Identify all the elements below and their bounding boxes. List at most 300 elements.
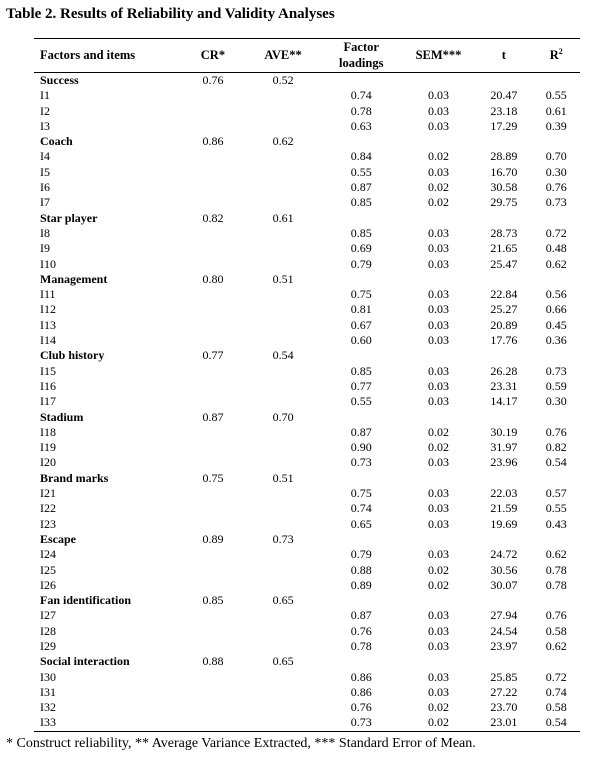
r2-value: 0.76 — [545, 608, 567, 623]
empty-cell — [402, 134, 475, 149]
empty-cell — [180, 394, 245, 409]
sem-value: 0.03 — [428, 501, 450, 516]
factor-row — [34, 410, 580, 425]
t-value: 29.75 — [490, 195, 518, 210]
empty-cell — [402, 211, 475, 226]
empty-cell — [475, 134, 532, 149]
loading-value: 0.74 — [350, 88, 372, 103]
t-value: 23.01 — [490, 715, 518, 730]
empty-cell — [245, 379, 320, 394]
factor-name: Star player — [40, 210, 98, 225]
item-label: I24 — [40, 547, 56, 562]
r2-value: 0.76 — [545, 424, 567, 439]
item-row — [34, 226, 580, 241]
item-row — [34, 257, 580, 272]
empty-cell — [402, 73, 475, 89]
empty-cell — [180, 195, 245, 210]
empty-cell — [245, 226, 320, 241]
item-row — [34, 241, 580, 256]
item-label: I31 — [40, 684, 56, 699]
t-value: 21.59 — [490, 501, 518, 516]
t-value: 26.28 — [490, 363, 518, 378]
item-row — [34, 88, 580, 103]
empty-cell — [180, 547, 245, 562]
t-value: 23.97 — [490, 638, 518, 653]
cr-value: 0.80 — [202, 271, 224, 286]
sem-value: 0.03 — [428, 88, 450, 103]
factor-row — [34, 654, 580, 669]
r2-value: 0.56 — [545, 287, 567, 302]
loading-value: 0.74 — [350, 501, 372, 516]
loading-value: 0.75 — [350, 486, 372, 501]
r2-value: 0.73 — [545, 363, 567, 378]
empty-cell — [180, 104, 245, 119]
t-value: 23.18 — [490, 103, 518, 118]
t-value: 17.76 — [490, 333, 518, 348]
sem-value: 0.03 — [428, 516, 450, 531]
header-loadings: Factor loadings — [339, 40, 384, 70]
item-label: I21 — [40, 486, 56, 501]
item-label: I13 — [40, 317, 56, 332]
t-value: 17.29 — [490, 118, 518, 133]
r2-value: 0.66 — [545, 302, 567, 317]
sem-value: 0.02 — [428, 440, 450, 455]
sem-value: 0.03 — [428, 317, 450, 332]
r2-value: 0.74 — [545, 684, 567, 699]
t-value: 22.84 — [490, 287, 518, 302]
r2-value: 0.78 — [545, 562, 567, 577]
loading-value: 0.86 — [350, 669, 372, 684]
loading-value: 0.63 — [350, 118, 372, 133]
loading-value: 0.78 — [350, 103, 372, 118]
empty-cell — [245, 180, 320, 195]
sem-value: 0.03 — [428, 225, 450, 240]
item-row — [34, 547, 580, 562]
empty-cell — [180, 670, 245, 685]
header-factors: Factors and items — [40, 47, 136, 62]
loading-value: 0.73 — [350, 455, 372, 470]
empty-cell — [180, 624, 245, 639]
loading-value: 0.65 — [350, 516, 372, 531]
sem-value: 0.02 — [428, 562, 450, 577]
empty-cell — [402, 348, 475, 363]
empty-cell — [321, 410, 402, 425]
empty-cell — [533, 593, 580, 608]
r2-value: 0.62 — [545, 547, 567, 562]
empty-cell — [245, 195, 320, 210]
t-value: 27.94 — [490, 608, 518, 623]
empty-cell — [245, 119, 320, 134]
item-label: I14 — [40, 333, 56, 348]
r2-value: 0.39 — [545, 118, 567, 133]
empty-cell — [245, 517, 320, 532]
factor-row — [34, 593, 580, 608]
empty-cell — [180, 364, 245, 379]
item-label: I28 — [40, 623, 56, 638]
empty-cell — [245, 287, 320, 302]
header-r2-sup: 2 — [558, 46, 563, 56]
ave-value: 0.65 — [272, 593, 294, 608]
item-label: I4 — [40, 149, 50, 164]
empty-cell — [402, 410, 475, 425]
factor-name: Coach — [40, 134, 73, 149]
t-value: 30.07 — [490, 577, 518, 592]
item-row — [34, 440, 580, 455]
t-value: 25.27 — [490, 302, 518, 317]
item-row — [34, 517, 580, 532]
empty-cell — [321, 134, 402, 149]
t-value: 19.69 — [490, 516, 518, 531]
empty-cell — [245, 685, 320, 700]
t-value: 23.70 — [490, 700, 518, 715]
loading-value: 0.85 — [350, 225, 372, 240]
empty-cell — [533, 654, 580, 669]
ave-value: 0.65 — [272, 654, 294, 669]
loading-value: 0.86 — [350, 684, 372, 699]
empty-cell — [245, 165, 320, 180]
sem-value: 0.03 — [428, 684, 450, 699]
factor-row — [34, 348, 580, 363]
t-value: 16.70 — [490, 164, 518, 179]
loading-value: 0.69 — [350, 241, 372, 256]
item-row — [34, 379, 580, 394]
header-r2 — [533, 39, 580, 73]
empty-cell — [533, 211, 580, 226]
item-label: I7 — [40, 195, 50, 210]
factor-row — [34, 211, 580, 226]
r2-value: 0.30 — [545, 164, 567, 179]
loading-value: 0.87 — [350, 180, 372, 195]
factor-name: Success — [40, 73, 79, 87]
item-row — [34, 501, 580, 516]
item-row — [34, 624, 580, 639]
item-row — [34, 180, 580, 195]
r2-value: 0.62 — [545, 256, 567, 271]
loading-value: 0.79 — [350, 547, 372, 562]
item-row — [34, 364, 580, 379]
t-value: 30.19 — [490, 424, 518, 439]
item-label: I8 — [40, 225, 50, 240]
r2-value: 0.55 — [545, 88, 567, 103]
item-label: I9 — [40, 241, 50, 256]
item-label: I5 — [40, 164, 50, 179]
factor-row — [34, 134, 580, 149]
factor-name: Fan identification — [40, 593, 132, 608]
factor-row — [34, 272, 580, 287]
empty-cell — [245, 700, 320, 715]
empty-cell — [245, 364, 320, 379]
empty-cell — [475, 211, 532, 226]
empty-cell — [533, 532, 580, 547]
r2-value: 0.72 — [545, 669, 567, 684]
factor-name: Stadium — [40, 409, 84, 424]
empty-cell — [245, 501, 320, 516]
empty-cell — [245, 639, 320, 654]
ave-value: 0.62 — [272, 134, 294, 149]
r2-value: 0.36 — [545, 333, 567, 348]
factor-row — [34, 532, 580, 547]
empty-cell — [321, 348, 402, 363]
sem-value: 0.03 — [428, 669, 450, 684]
t-value: 23.96 — [490, 455, 518, 470]
r2-value: 0.72 — [545, 225, 567, 240]
footnote: * Construct reliability, ** Average Variance Extracted, *** Standard Error of Mean. — [6, 736, 476, 751]
item-row — [34, 700, 580, 715]
item-label: I19 — [40, 440, 56, 455]
sem-value: 0.03 — [428, 547, 450, 562]
ave-value: 0.54 — [272, 348, 294, 363]
item-row — [34, 563, 580, 578]
r2-value: 0.43 — [545, 516, 567, 531]
sem-value: 0.03 — [428, 455, 450, 470]
table-body — [34, 73, 580, 732]
t-value: 20.89 — [490, 317, 518, 332]
cr-value: 0.77 — [202, 348, 224, 363]
r2-value: 0.70 — [545, 149, 567, 164]
empty-cell — [245, 715, 320, 731]
cr-value: 0.89 — [202, 531, 224, 546]
item-row — [34, 639, 580, 654]
t-value: 24.72 — [490, 547, 518, 562]
table-header — [34, 39, 580, 73]
empty-cell — [402, 471, 475, 486]
empty-cell — [180, 88, 245, 103]
empty-cell — [180, 333, 245, 348]
sem-value: 0.02 — [428, 195, 450, 210]
empty-cell — [475, 471, 532, 486]
empty-cell — [245, 104, 320, 119]
sem-value: 0.02 — [428, 715, 450, 730]
table-title: Table 2. Results of Reliability and Validity Analyses — [6, 6, 335, 22]
empty-cell — [180, 241, 245, 256]
empty-cell — [180, 180, 245, 195]
loading-value: 0.87 — [350, 608, 372, 623]
empty-cell — [180, 455, 245, 470]
cr-value: 0.86 — [202, 134, 224, 149]
t-value: 20.47 — [490, 88, 518, 103]
cr-value: 0.75 — [202, 470, 224, 485]
header-ave: AVE** — [264, 47, 302, 62]
item-row — [34, 104, 580, 119]
loading-value: 0.76 — [350, 700, 372, 715]
empty-cell — [245, 563, 320, 578]
item-row — [34, 318, 580, 333]
empty-cell — [402, 654, 475, 669]
factor-name: Escape — [40, 531, 76, 546]
empty-cell — [245, 149, 320, 164]
sem-value: 0.03 — [428, 287, 450, 302]
item-label: I17 — [40, 394, 56, 409]
t-value: 31.97 — [490, 440, 518, 455]
sem-value: 0.02 — [428, 577, 450, 592]
item-row — [34, 455, 580, 470]
empty-cell — [180, 379, 245, 394]
loading-value: 0.77 — [350, 378, 372, 393]
r2-value: 0.58 — [545, 700, 567, 715]
empty-cell — [245, 88, 320, 103]
loading-value: 0.89 — [350, 577, 372, 592]
item-label: I25 — [40, 562, 56, 577]
item-label: I30 — [40, 669, 56, 684]
loading-value: 0.67 — [350, 317, 372, 332]
factor-row — [34, 471, 580, 486]
empty-cell — [180, 287, 245, 302]
sem-value: 0.03 — [428, 333, 450, 348]
loading-value: 0.84 — [350, 149, 372, 164]
empty-cell — [245, 302, 320, 317]
empty-cell — [245, 670, 320, 685]
empty-cell — [475, 410, 532, 425]
empty-cell — [180, 440, 245, 455]
empty-cell — [533, 272, 580, 287]
t-value: 25.85 — [490, 669, 518, 684]
empty-cell — [180, 685, 245, 700]
empty-cell — [245, 394, 320, 409]
cr-value: 0.87 — [202, 409, 224, 424]
factor-name: Management — [40, 271, 108, 286]
cr-value: 0.76 — [202, 73, 224, 87]
ave-value: 0.51 — [272, 271, 294, 286]
r2-value: 0.59 — [545, 378, 567, 393]
item-label: I26 — [40, 577, 56, 592]
empty-cell — [245, 333, 320, 348]
r2-value: 0.78 — [545, 577, 567, 592]
empty-cell — [180, 639, 245, 654]
sem-value: 0.03 — [428, 241, 450, 256]
ave-value: 0.61 — [272, 210, 294, 225]
t-value: 22.03 — [490, 486, 518, 501]
loading-value: 0.78 — [350, 638, 372, 653]
loading-value: 0.85 — [350, 363, 372, 378]
empty-cell — [180, 501, 245, 516]
empty-cell — [475, 532, 532, 547]
t-value: 23.31 — [490, 378, 518, 393]
item-label: I29 — [40, 638, 56, 653]
loading-value: 0.73 — [350, 715, 372, 730]
item-row — [34, 685, 580, 700]
loading-value: 0.90 — [350, 440, 372, 455]
empty-cell — [180, 486, 245, 501]
t-value: 30.56 — [490, 562, 518, 577]
loading-value: 0.55 — [350, 164, 372, 179]
sem-value: 0.03 — [428, 486, 450, 501]
item-row — [34, 165, 580, 180]
empty-cell — [475, 73, 532, 89]
empty-cell — [180, 578, 245, 593]
empty-cell — [475, 593, 532, 608]
item-label: I1 — [40, 88, 50, 103]
empty-cell — [321, 211, 402, 226]
header-cr: CR* — [200, 47, 226, 62]
empty-cell — [180, 700, 245, 715]
empty-cell — [180, 715, 245, 731]
t-value: 27.22 — [490, 684, 518, 699]
empty-cell — [402, 272, 475, 287]
r2-value: 0.48 — [545, 241, 567, 256]
item-row — [34, 287, 580, 302]
item-label: I32 — [40, 700, 56, 715]
item-label: I10 — [40, 256, 56, 271]
loading-value: 0.76 — [350, 623, 372, 638]
item-label: I12 — [40, 302, 56, 317]
t-value: 21.65 — [490, 241, 518, 256]
empty-cell — [245, 624, 320, 639]
empty-cell — [245, 318, 320, 333]
factor-row — [34, 73, 580, 89]
item-row — [34, 578, 580, 593]
sem-value: 0.03 — [428, 378, 450, 393]
header-row — [34, 39, 580, 73]
item-row — [34, 486, 580, 501]
sem-value: 0.03 — [428, 608, 450, 623]
empty-cell — [533, 134, 580, 149]
loading-value: 0.88 — [350, 562, 372, 577]
empty-cell — [245, 455, 320, 470]
empty-cell — [533, 410, 580, 425]
loading-value: 0.85 — [350, 195, 372, 210]
empty-cell — [475, 272, 532, 287]
r2-value: 0.82 — [545, 440, 567, 455]
cr-value: 0.82 — [202, 210, 224, 225]
item-row — [34, 302, 580, 317]
sem-value: 0.03 — [428, 363, 450, 378]
sem-value: 0.03 — [428, 394, 450, 409]
item-row — [34, 119, 580, 134]
item-row — [34, 195, 580, 210]
empty-cell — [245, 486, 320, 501]
ave-value: 0.73 — [272, 531, 294, 546]
ave-value: 0.70 — [272, 409, 294, 424]
empty-cell — [180, 302, 245, 317]
sem-value: 0.03 — [428, 118, 450, 133]
ave-value: 0.52 — [272, 73, 294, 87]
item-row — [34, 149, 580, 164]
item-row — [34, 333, 580, 348]
sem-value: 0.02 — [428, 180, 450, 195]
header-t: t — [501, 47, 506, 62]
item-label: I2 — [40, 103, 50, 118]
empty-cell — [475, 654, 532, 669]
empty-cell — [245, 547, 320, 562]
item-label: I6 — [40, 180, 50, 195]
r2-value: 0.58 — [545, 623, 567, 638]
empty-cell — [533, 73, 580, 89]
item-label: I23 — [40, 516, 56, 531]
factor-name: Social interaction — [40, 654, 130, 669]
empty-cell — [321, 654, 402, 669]
results-table — [34, 38, 580, 732]
empty-cell — [245, 608, 320, 623]
empty-cell — [475, 348, 532, 363]
empty-cell — [321, 532, 402, 547]
item-row — [34, 715, 580, 731]
empty-cell — [180, 608, 245, 623]
sem-value: 0.03 — [428, 103, 450, 118]
item-label: I20 — [40, 455, 56, 470]
sem-value: 0.02 — [428, 700, 450, 715]
empty-cell — [245, 257, 320, 272]
sem-value: 0.03 — [428, 623, 450, 638]
loading-value: 0.81 — [350, 302, 372, 317]
empty-cell — [180, 517, 245, 532]
r2-value: 0.45 — [545, 317, 567, 332]
empty-cell — [402, 593, 475, 608]
empty-cell — [180, 226, 245, 241]
t-value: 30.58 — [490, 180, 518, 195]
header-sem: SEM*** — [415, 47, 462, 62]
r2-value: 0.30 — [545, 394, 567, 409]
item-label: I18 — [40, 424, 56, 439]
